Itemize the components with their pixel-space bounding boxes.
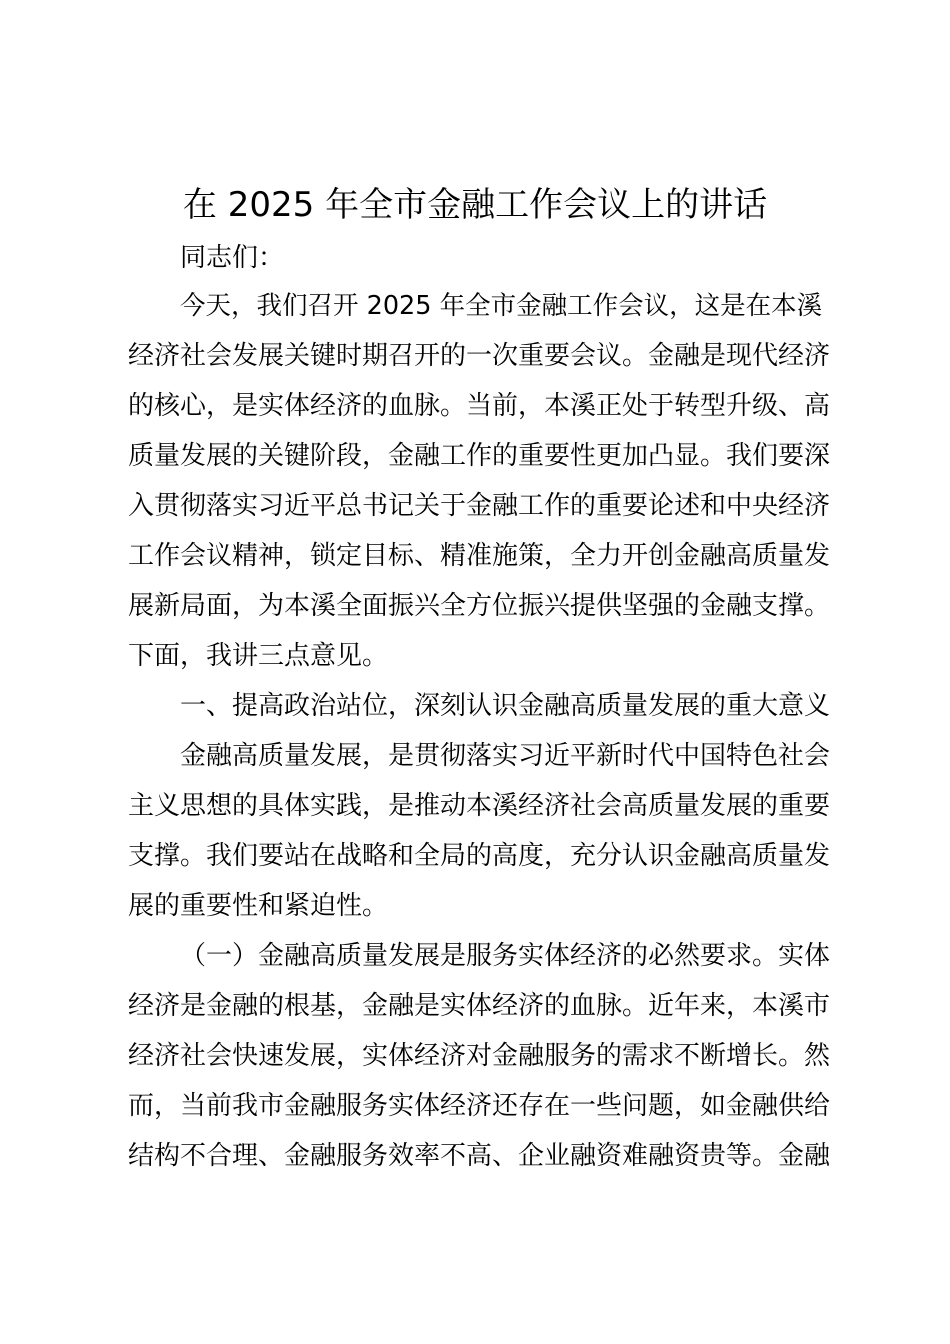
paragraph-line: 的核心，是实体经济的血脉。当前，本溪正处于转型升级、高 bbox=[128, 391, 831, 421]
paragraph-line: 展新局面，为本溪全面振兴全方位振兴提供坚强的金融支撑。 bbox=[128, 591, 831, 621]
paragraph-line: 展的重要性和紧迫性。 bbox=[128, 891, 389, 921]
paragraph-line: 经济社会快速发展，实体经济对金融服务的需求不断增长。然 bbox=[128, 1041, 831, 1071]
paragraph-line: 主义思想的具体实践，是推动本溪经济社会高质量发展的重要 bbox=[128, 791, 831, 821]
paragraph-line: 金融高质量发展，是贯彻落实习近平新时代中国特色社会 bbox=[180, 741, 831, 771]
paragraph-line: 入贯彻落实习近平总书记关于金融工作的重要论述和中央经济 bbox=[128, 491, 831, 521]
paragraph-line: 质量发展的关键阶段，金融工作的重要性更加凸显。我们要深 bbox=[128, 441, 831, 471]
paragraph-line: 经济是金融的根基，金融是实体经济的血脉。近年来，本溪市 bbox=[128, 991, 831, 1021]
paragraph-line: 而，当前我市金融服务实体经济还存在一些问题，如金融供给 bbox=[128, 1091, 831, 1121]
section-heading: 一、提高政治站位，深刻认识金融高质量发展的重大意义 bbox=[180, 691, 831, 721]
document-title: 在 2025 年全市金融工作会议上的讲话 bbox=[182, 185, 768, 225]
salutation: 同志们： bbox=[180, 243, 285, 273]
paragraph-line: 经济社会发展关键时期召开的一次重要会议。金融是现代经济 bbox=[128, 341, 831, 371]
paragraph-line: （一）金融高质量发展是服务实体经济的必然要求。实体 bbox=[180, 941, 831, 971]
paragraph-line: 今天，我们召开 2025 年全市金融工作会议，这是在本溪 bbox=[180, 291, 823, 321]
paragraph-line: 下面，我讲三点意见。 bbox=[128, 641, 389, 671]
paragraph-line: 支撑。我们要站在战略和全局的高度，充分认识金融高质量发 bbox=[128, 841, 831, 871]
paragraph-line: 工作会议精神，锁定目标、精准施策，全力开创金融高质量发 bbox=[128, 541, 831, 571]
paragraph-line: 结构不合理、金融服务效率不高、企业融资难融资贵等。金融 bbox=[128, 1141, 831, 1171]
